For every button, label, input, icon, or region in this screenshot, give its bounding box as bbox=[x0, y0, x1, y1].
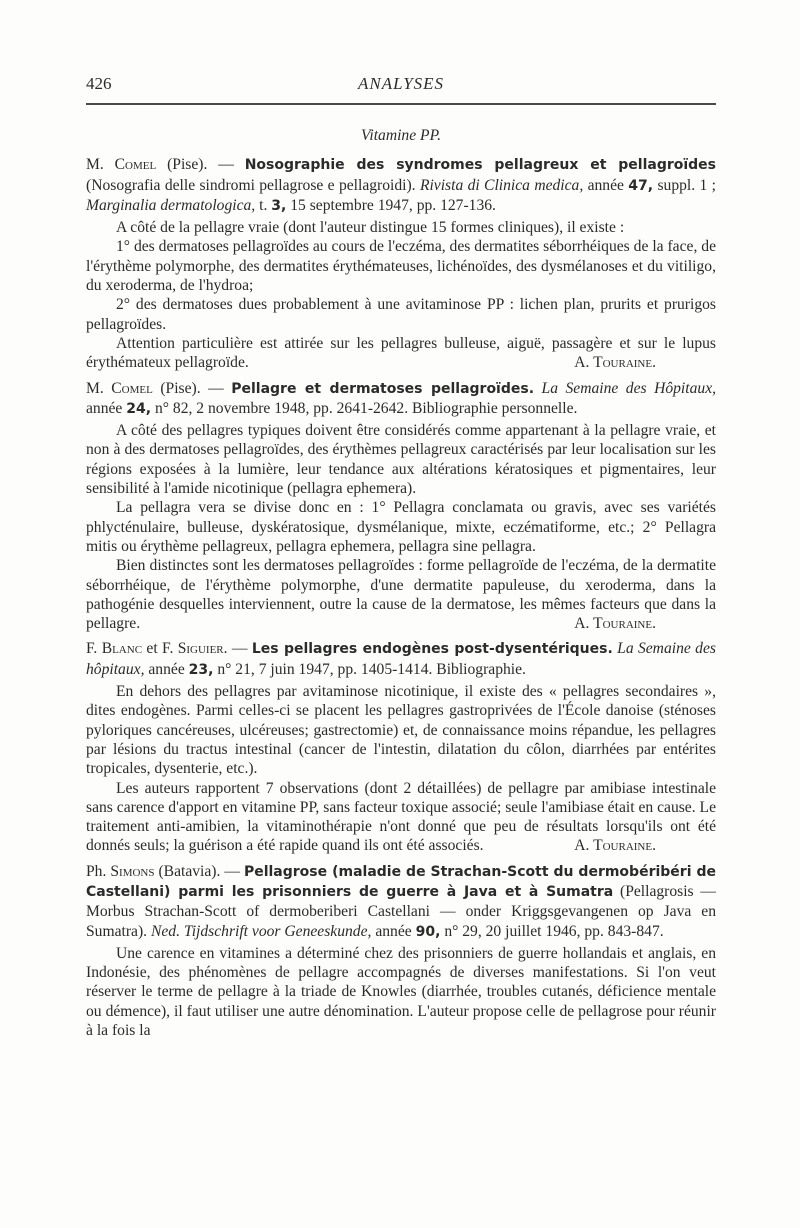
tome-label: t. bbox=[259, 196, 268, 214]
volume: 23, bbox=[188, 661, 214, 678]
journal-name-2: Marginalia dermatologica, bbox=[86, 196, 256, 214]
year-label: année bbox=[587, 176, 624, 194]
author-name: Blanc bbox=[101, 640, 143, 658]
paragraph: A côté de la pellagre vraie (dont l'auteur distingue 15 formes cliniques), il existe : bbox=[116, 219, 625, 237]
author-name-2: Siguier. bbox=[177, 640, 228, 658]
header-rule bbox=[86, 103, 716, 105]
signature: A. Touraine. bbox=[574, 354, 656, 372]
section-title: Vitamine PP. bbox=[361, 127, 441, 144]
reference bbox=[86, 155, 716, 216]
volume: 90, bbox=[415, 923, 441, 940]
author-initial: Ph. bbox=[86, 862, 107, 880]
journal-name: La Semaine des Hôpitaux, bbox=[541, 379, 717, 397]
year-label: année bbox=[148, 660, 185, 678]
pub-details: n° 21, 7 juin 1947, pp. 1405-1414. Bibliographie. bbox=[217, 660, 526, 678]
author-place: — bbox=[231, 640, 248, 658]
analysis-entry bbox=[86, 155, 716, 372]
paragraph-text: Bien distinctes sont les dermatoses pellagroïdes : forme pellagroïde de l'eczéma, de la dermatite séborrhéique, de l'érythème polymorphe, d'une dermatite papuleuse, du xeroderma, dans la pathogénie desquelles interviennent, outre la cause de la dermatose, les mêmes facteurs que dans la pellagre. bbox=[86, 557, 716, 633]
signature: A. Touraine. bbox=[574, 837, 656, 855]
pub-details: 15 septembre 1947, pp. 127-136. bbox=[290, 196, 496, 214]
reference bbox=[86, 639, 716, 680]
author-initial: M. bbox=[86, 156, 104, 174]
paragraph: En dehors des pellagres par avitaminose nicotinique, il existe des « pellagres secondaires », dites endogènes. Parmi celles-ci se placent les pellagres gastroprivées de l'École danoise (sténoses pyloriques cancéreuses, ulcéreuses; gastrectomie) et, de connaissance moins répandue, les pellagres par lésions du tractus intestinal (cancer de l'intestin, dilatation du côlon, diarrhées par entérites tropicales, dysenterie, etc.). bbox=[86, 683, 716, 778]
paragraph bbox=[86, 779, 716, 856]
paragraph bbox=[86, 334, 716, 373]
author-name: Comel bbox=[114, 156, 157, 174]
reference bbox=[86, 379, 716, 420]
paragraph: 2° des dermatoses dues probablement à une avitaminose PP : lichen plan, prurits et prurigos pellagroïdes. bbox=[86, 296, 716, 333]
paragraph-text: Les auteurs rapportent 7 observations (dont 2 détaillées) de pellagre par amibiase intestinale sans carence d'apport en vitamine PP, sans facteur toxique associé; seule l'amibiase était en cause. Le traitement anti-amibien, la vitaminothérapie n'ont donné que peu de résultats lorsqu'ils ont été donnés seuls; la guérison a été rapide quand ils ont été associés. bbox=[86, 779, 716, 855]
year-label: année bbox=[86, 399, 123, 417]
signature: A. Touraine. bbox=[574, 615, 656, 633]
journal-name: Ned. Tijdschrift voor Geneeskunde, bbox=[150, 922, 372, 940]
volume: 24, bbox=[126, 400, 152, 417]
author-initial: F. bbox=[86, 640, 98, 658]
journal-name: La Semaine des hôpitaux, bbox=[86, 640, 716, 678]
pub-details: n° 29, 20 juillet 1946, pp. 843-847. bbox=[444, 922, 664, 940]
article-title: Nosographie des syndromes pellagreux et pellagroïdes bbox=[244, 157, 717, 174]
reference bbox=[86, 862, 716, 942]
paragraph-text: Attention particulière est attirée sur les pellagres bulleuse, aiguë, passagère et sur le lupus érythémateux pellagroïde. bbox=[86, 334, 716, 372]
analysis-entry bbox=[86, 379, 716, 634]
original-title: (Pellagrosis — Morbus Strachan-Scott of dermoberiberi Castellani — onder Kriggsgevangenen op Java en Sumatra). bbox=[86, 882, 716, 940]
author-place: (Pise). — bbox=[160, 379, 224, 397]
content bbox=[86, 126, 716, 1046]
author-initial: M. bbox=[86, 379, 104, 397]
paragraph: La pellagra vera se divise donc en : 1° Pellagra conclamata ou gravis, avec ses variétés phlycténulaire, bulleuse, dyskératosique, dysmélanique, mixte, eczématiforme, etc.; 2° Pellagra mitis ou érythème pellagreux, pellagra ephemera, pellagra sine pellagra. bbox=[86, 499, 716, 555]
volume: 47, bbox=[628, 177, 654, 194]
page-number: 426 bbox=[86, 74, 112, 93]
volume-2: 3, bbox=[271, 197, 287, 214]
author-place: (Pise). — bbox=[167, 156, 234, 174]
supplement: suppl. 1 ; bbox=[657, 176, 716, 194]
year-label: année bbox=[375, 922, 412, 940]
article-title: Les pellagres endogènes post-dysentériques. bbox=[251, 641, 613, 658]
author-place: (Batavia). — bbox=[158, 862, 240, 880]
pub-details: n° 82, 2 novembre 1948, pp. 2641-2642. Bibliographie personnelle. bbox=[154, 399, 578, 417]
journal-name: Rivista di Clinica medica, bbox=[419, 176, 584, 194]
paragraph: 1° des dermatoses pellagroïdes au cours de l'eczéma, des dermatites séborrhéiques de la face, de l'érythème polymorphe, des dermatites érythémateuses, lichénoïdes, des dysmélanoses et du vitiligo, du xeroderma, de l'hydroa; bbox=[86, 238, 716, 295]
author-name: Comel bbox=[111, 379, 153, 397]
analysis-entry bbox=[86, 862, 716, 1041]
article-title: Pellagre et dermatoses pellagroïdes. bbox=[231, 380, 535, 397]
original-title: (Nosografia delle sindromi pellagrose e pellagroidi). bbox=[86, 176, 416, 194]
paragraph bbox=[86, 556, 716, 633]
analysis-entry bbox=[86, 639, 716, 855]
header-title: ANALYSES bbox=[357, 74, 445, 93]
author-name: Simons bbox=[110, 862, 155, 880]
paragraph: A côté des pellagres typiques doivent être considérés comme appartenant à la pellagre vraie, et non à des dermatoses pellagroïdes, des érythèmes pellagreux caractérisés par leur localisation sur les régions exposées à la lumière, leur tendance aux altérations kératosiques et pigmentaires, leur sensibilité à l'amide nicotinique (pellagra ephemera). bbox=[86, 422, 716, 498]
article-title: Pellagrose (maladie de Strachan-Scott du dermobéribéri de Castellani) parmi les prisonniers de guerre à Java et à Sumatra bbox=[86, 863, 716, 900]
paragraph: Une carence en vitamines a déterminé chez des prisonniers de guerre hollandais et anglais, en Indonésie, des phénomènes de pellagre accompagnés de diverses manifestations. Si l'on veut réserver le terme de pellagre à la triade de Knowles (diarrhée, troubles cutanés, déficience mentale ou démence), il faut utiliser une autre dénomination. L'auteur propose celle de pellagrose pour réunir à la fois la bbox=[86, 944, 716, 1040]
author-conjunction: et F. bbox=[146, 640, 174, 658]
